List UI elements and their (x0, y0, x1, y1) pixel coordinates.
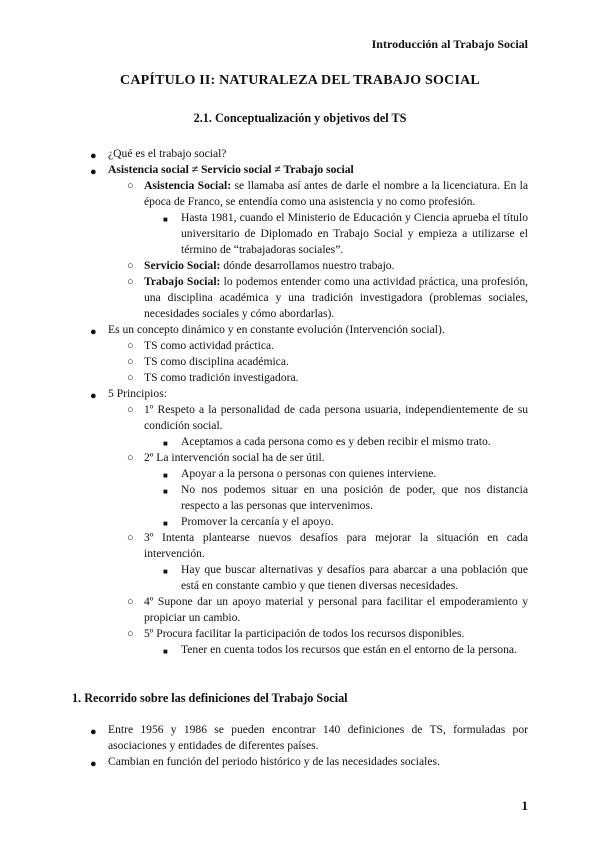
circle-bullet-icon: ○ (127, 532, 134, 544)
definition: dónde desarrollamos nuestro trabajo. (220, 259, 395, 272)
circle-bullet-icon: ○ (127, 340, 134, 352)
circle-bullet-icon: ○ (127, 180, 134, 192)
bullet-dot-icon: ● (90, 758, 97, 770)
square-bullet-icon: ■ (163, 439, 168, 448)
page-number: 1 (521, 798, 528, 813)
bullet-dot-icon: ● (90, 150, 97, 162)
list-item: 5º Procura facilitar la participación de todos los recursos disponibles. (144, 627, 465, 640)
circle-bullet-icon: ○ (127, 276, 134, 288)
square-bullet-icon: ■ (163, 471, 168, 480)
square-bullet-icon: ■ (163, 567, 168, 576)
list-item (144, 258, 528, 274)
list-item: No nos podemos situar en una posición de poder, que nos distancia respecto a las personas que intervenimos. (181, 483, 528, 512)
definition: se llamaba así antes de darle el nombre a la licenciatura. En la época de Franco, se entendía como una asistencia y no como profesión. (144, 179, 529, 208)
list-item: 1º Respeto a la personalidad de cada persona usuaria, independientemente de su condición social. (144, 403, 528, 432)
list-item: Promover la cercanía y el apoyo. (181, 515, 334, 528)
term: Servicio Social: (144, 259, 221, 272)
list-item: Hasta 1981, cuando el Ministerio de Educación y Ciencia aprueba el título universitario de Diplomado en Trabajo Social y empieza a utilizarse el término de “trabajadoras sociales”. (181, 211, 528, 256)
circle-bullet-icon: ○ (127, 260, 134, 272)
bullet-dot-icon: ● (90, 166, 97, 178)
term: Trabajo Social: (144, 275, 221, 288)
circle-bullet-icon: ○ (127, 628, 134, 640)
circle-bullet-icon: ○ (127, 596, 134, 608)
list-item (144, 178, 528, 210)
list-item: TS como tradición investigadora. (144, 371, 299, 384)
term: Asistencia Social: (144, 179, 232, 192)
circle-bullet-icon: ○ (127, 452, 134, 464)
list-item: ¿Qué es el trabajo social? (108, 147, 227, 160)
list-item: Aceptamos a cada persona como es y deben recibir el mismo trato. (181, 435, 491, 448)
square-bullet-icon: ■ (163, 487, 168, 496)
bullet-dot-icon: ● (90, 726, 97, 738)
list-item: TS como actividad práctica. (144, 339, 275, 352)
section-heading: 1. Recorrido sobre las definiciones del Trabajo Social (72, 691, 348, 705)
page-header: Introducción al Trabajo Social (371, 37, 528, 51)
list-item: Asistencia social ≠ Servicio social ≠ Trabajo social (108, 163, 354, 176)
list-item: Tener en cuenta todos los recursos que están en el entorno de la persona. (181, 643, 517, 656)
square-bullet-icon: ■ (163, 215, 168, 224)
list-item: Hay que buscar alternativas y desafíos para abarcar a una población que está en constante cambio y que tienen diversas necesidades. (181, 563, 528, 592)
list-item (144, 274, 528, 322)
bullet-dot-icon: ● (90, 326, 97, 338)
square-bullet-icon: ■ (163, 647, 168, 656)
list-item: 5 Principios: (108, 387, 167, 400)
circle-bullet-icon: ○ (127, 372, 134, 384)
list-item: Cambian en función del periodo histórico y de las necesidades sociales. (108, 755, 440, 768)
list-item: Apoyar a la persona o personas con quienes interviene. (181, 467, 437, 480)
definition: lo podemos entender como una actividad práctica, una profesión, una disciplina académica y una tradición investigadora (problemas sociales, necesidades sociales y cómo abordarlas). (144, 275, 529, 320)
bullet-dot-icon: ● (90, 390, 97, 402)
circle-bullet-icon: ○ (127, 356, 134, 368)
list-item: Es un concepto dinámico y en constante evolución (Intervención social). (108, 323, 445, 336)
chapter-title: CAPÍTULO II: NATURALEZA DEL TRABAJO SOCIAL (120, 73, 480, 88)
list-item: 4º Supone dar un apoyo material y personal para facilitar el empoderamiento y propiciar un cambio. (144, 595, 528, 624)
circle-bullet-icon: ○ (127, 404, 134, 416)
list-item: 2º La intervención social ha de ser útil. (144, 451, 325, 464)
list-item: TS como disciplina académica. (144, 355, 289, 368)
list-item: Entre 1956 y 1986 se pueden encontrar 140 definiciones de TS, formuladas por asociaciones y entidades de diferentes países. (108, 723, 528, 752)
section-title: 2.1. Conceptualización y objetivos del TS (193, 111, 407, 125)
list-item: 3º Intenta plantearse nuevos desafíos para mejorar la situación en cada intervención. (144, 531, 528, 560)
square-bullet-icon: ■ (163, 519, 168, 528)
